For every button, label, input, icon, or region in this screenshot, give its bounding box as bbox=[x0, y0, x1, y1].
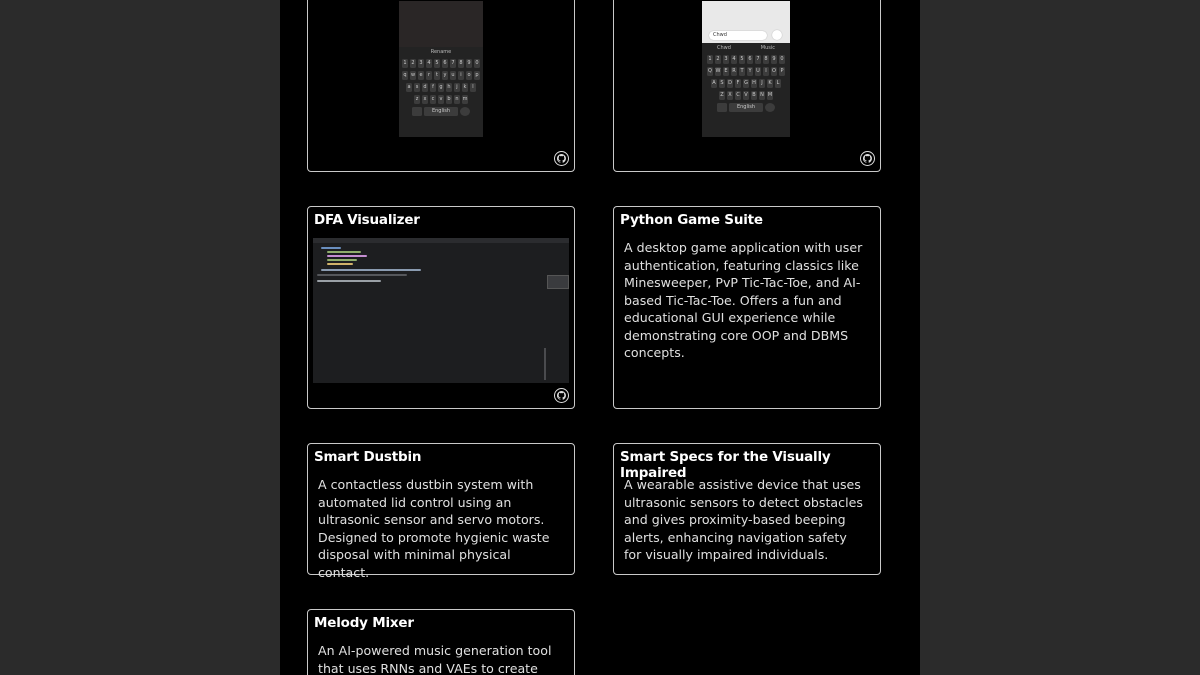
keyboard-key: f bbox=[430, 83, 436, 92]
keyboard-key: d bbox=[423, 84, 427, 90]
keyboard-key: k bbox=[463, 84, 467, 90]
project-description: An AI-powered music generation tool that uses RNNs and VAEs to create bbox=[318, 643, 552, 675]
keyboard-key: P bbox=[780, 68, 784, 74]
keyboard-key: z bbox=[415, 96, 419, 102]
project-description: A contactless dustbin system with automated lid control using an ultrasonic sensor and servo motors. Designed to promote hygienic waste disposal with minimal physical contact. bbox=[318, 477, 550, 580]
project-screenshot bbox=[702, 1, 790, 137]
keyboard-key: R bbox=[732, 68, 736, 74]
keyboard-key: 2 bbox=[716, 56, 720, 62]
keyboard-key: Y bbox=[748, 68, 752, 74]
github-icon[interactable] bbox=[554, 388, 569, 403]
project-title: DFA Visualizer bbox=[314, 212, 420, 228]
project-card-smart-specs bbox=[613, 443, 881, 575]
keyboard-key: V bbox=[744, 92, 748, 98]
github-icon[interactable] bbox=[554, 151, 569, 166]
project-screenshot bbox=[313, 238, 569, 383]
keyboard-key: Q bbox=[708, 68, 712, 74]
keyboard-key: Z bbox=[720, 92, 724, 98]
keyboard-key: 6 bbox=[443, 60, 447, 66]
keyboard-key: j bbox=[454, 83, 460, 92]
keyboard-key: 9 bbox=[772, 56, 776, 62]
keyboard-key: c bbox=[431, 96, 435, 102]
project-card-keyboard-dark bbox=[307, 0, 575, 172]
projects-page bbox=[280, 0, 920, 675]
keyboard-key: E bbox=[724, 68, 728, 74]
keyboard-key: 8 bbox=[459, 60, 463, 66]
keyboard-key: 7 bbox=[756, 56, 760, 62]
project-card-python-game-suite bbox=[613, 206, 881, 409]
keyboard-key: 8 bbox=[764, 56, 768, 62]
project-title: Smart Specs for the Visually Impaired bbox=[620, 449, 831, 481]
keyboard-key: r bbox=[427, 72, 431, 78]
project-screenshot bbox=[399, 1, 483, 137]
keyboard-key: L bbox=[776, 80, 780, 86]
keyboard-key: D bbox=[728, 80, 732, 86]
keyboard-key: p bbox=[475, 72, 479, 78]
keyboard-key: W bbox=[715, 68, 721, 74]
keyboard-key: J bbox=[759, 79, 765, 88]
project-description: A desktop game application with user authentication, featuring classics like Minesweeper, PvP Tic-Tac-Toe, and AI-based Tic-Tac-Toe. Offers a fun and educational GUI experience while demonstrating core OOP and DBMS concepts. bbox=[624, 240, 863, 360]
keyboard-key: n bbox=[455, 96, 459, 102]
suggestion-text: Music bbox=[760, 44, 776, 51]
keyboard-key: I bbox=[763, 67, 769, 76]
keyboard-key: x bbox=[423, 96, 427, 102]
keyboard-key: 5 bbox=[740, 56, 744, 62]
keyboard-key: N bbox=[760, 92, 764, 98]
search-pill: Chwd bbox=[709, 31, 767, 40]
project-title: Smart Dustbin bbox=[314, 449, 422, 465]
keyboard-key: o bbox=[467, 72, 471, 78]
keyboard-key: M bbox=[767, 92, 773, 98]
keyboard-key: O bbox=[772, 68, 776, 74]
keyboard-key: 4 bbox=[732, 56, 736, 62]
keyboard-key: w bbox=[410, 72, 416, 78]
keyboard-key: q bbox=[403, 72, 407, 78]
project-description: A wearable assistive device that uses ultrasonic sensors to detect obstacles and gives proximity-based beeping alerts, enhancing navigation safety for visually impaired individuals. bbox=[624, 477, 863, 562]
keyboard-key: y bbox=[443, 72, 447, 78]
keyboard-key: S bbox=[720, 80, 724, 86]
keyboard-key: 0 bbox=[780, 56, 784, 62]
keyboard-key: 1 bbox=[403, 60, 407, 66]
keyboard-key: a bbox=[407, 84, 411, 90]
keyboard-key: 3 bbox=[724, 56, 728, 62]
keyboard-key: A bbox=[712, 80, 716, 86]
keyboard-key: 4 bbox=[427, 60, 431, 66]
keyboard-key: F bbox=[736, 80, 740, 86]
keyboard-key: l bbox=[470, 83, 476, 92]
keyboard-key: 5 bbox=[435, 60, 439, 66]
search-icon bbox=[772, 30, 782, 40]
keyboard-key: 7 bbox=[451, 60, 455, 66]
spacebar-label: English bbox=[729, 103, 763, 112]
keyboard-key: U bbox=[756, 68, 760, 74]
github-icon[interactable] bbox=[860, 151, 875, 166]
keyboard-key: m bbox=[462, 96, 468, 102]
project-card-dfa bbox=[307, 206, 575, 409]
keyboard-key: g bbox=[439, 84, 443, 90]
keyboard-key: 0 bbox=[475, 60, 479, 66]
keyboard-key: H bbox=[752, 80, 756, 86]
project-card-melody-mixer bbox=[307, 609, 575, 675]
keyboard-key: b bbox=[447, 96, 451, 102]
keyboard-key: 3 bbox=[419, 60, 423, 66]
project-card-keyboard-light bbox=[613, 0, 881, 172]
keyboard-key: 6 bbox=[748, 56, 752, 62]
keyboard-key: K bbox=[768, 80, 772, 86]
keyboard-key: h bbox=[447, 84, 451, 90]
keyboard-key: 2 bbox=[411, 60, 415, 66]
project-card-smart-dustbin bbox=[307, 443, 575, 580]
keyboard-key: B bbox=[752, 92, 756, 98]
keyboard-key: s bbox=[415, 84, 419, 90]
keyboard-key: v bbox=[439, 96, 443, 102]
keyboard-key: t bbox=[434, 71, 440, 80]
suggestion-text: Rename bbox=[430, 48, 452, 55]
keyboard-key: 9 bbox=[467, 60, 471, 66]
keyboard-key: G bbox=[744, 80, 748, 86]
suggestion-text: Chwd bbox=[716, 44, 731, 51]
keyboard-key: u bbox=[451, 72, 455, 78]
project-title: Melody Mixer bbox=[314, 615, 414, 631]
keyboard-key: X bbox=[728, 92, 732, 98]
spacebar-label: English bbox=[424, 107, 458, 116]
keyboard-key: C bbox=[736, 92, 740, 98]
project-title: Python Game Suite bbox=[620, 212, 763, 228]
keyboard-key: T bbox=[740, 68, 744, 74]
keyboard-key: i bbox=[458, 71, 464, 80]
keyboard-key: e bbox=[419, 72, 423, 78]
keyboard-key: 1 bbox=[708, 56, 712, 62]
